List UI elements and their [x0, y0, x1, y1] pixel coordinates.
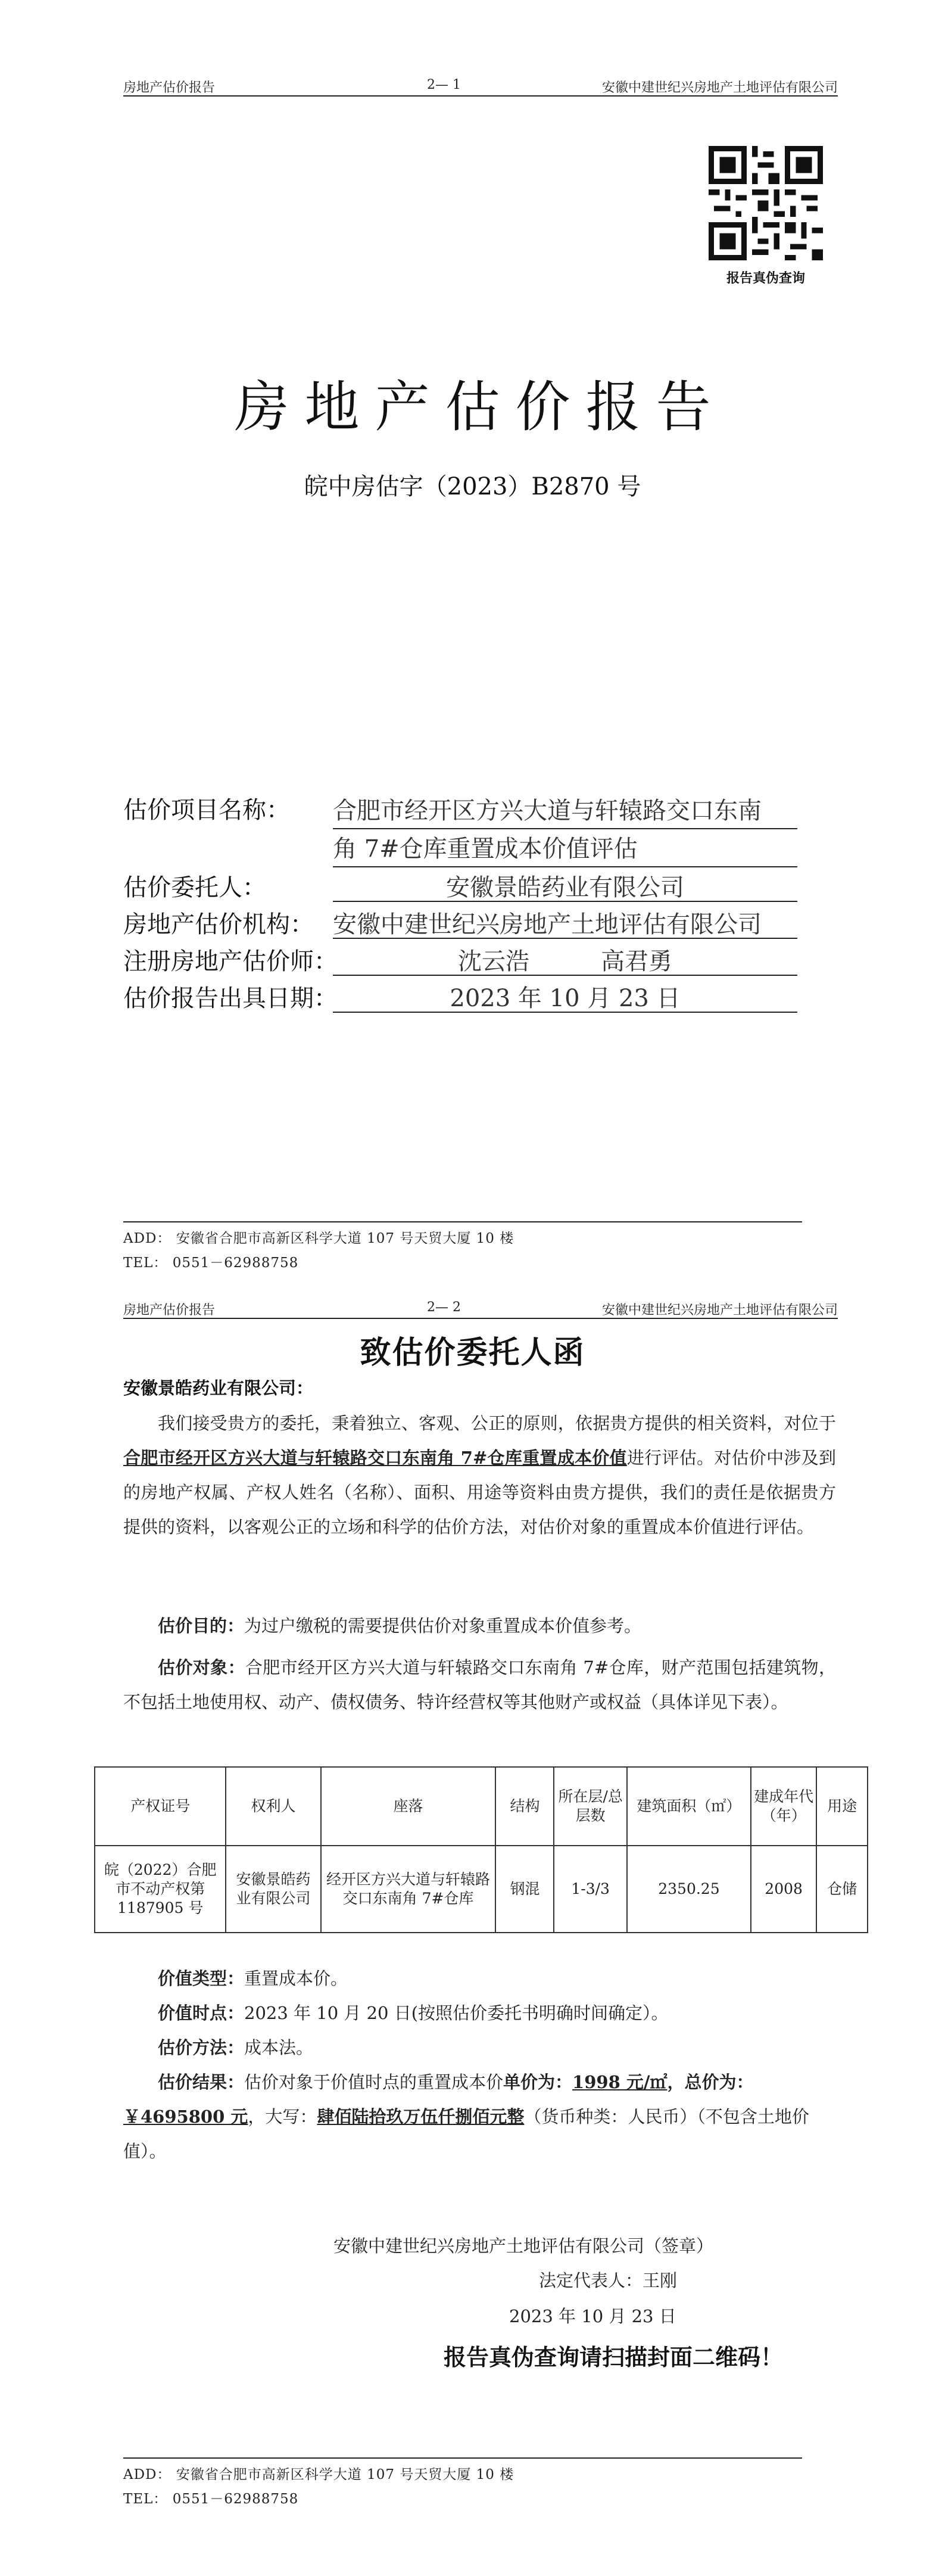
- para1-subject: 合肥市经开区方兴大道与轩辕路交口东南角 7#仓库重置成本价值: [123, 1448, 627, 1468]
- cover-page: [0, 0, 945, 1287]
- agency-label: 房地产估价机构：: [123, 911, 314, 938]
- header-company: 安徽中建世纪兴房地产土地评估有限公司: [601, 1303, 838, 1318]
- cell-use: 仓储: [816, 1846, 868, 1933]
- running-header: [123, 71, 838, 97]
- result-total-label: ，总价为：: [667, 2072, 754, 2092]
- result-note: （货币种类：人民币）（不包含土地价值）。: [123, 2107, 809, 2161]
- cell-owner: 安徽景皓药业有限公司: [226, 1846, 320, 1933]
- valuation-result: [123, 2065, 836, 2169]
- footer-phone: TEL： 0551－62988758: [123, 2491, 299, 2507]
- cell-area: 2350.25: [627, 1846, 751, 1933]
- purpose-label: 估价目的：: [158, 1616, 245, 1636]
- project-line-1: 合肥市经开区方兴大道与轩辕路交口东南: [333, 791, 797, 829]
- result-unit-label: 单价为：: [503, 2072, 573, 2092]
- cell-structure: 钢混: [495, 1846, 554, 1933]
- info-row-appraisers: [123, 942, 808, 979]
- footer-address: ADD： 安徽省合肥市高新区科学大道 107 号天贸大厦 10 楼: [123, 2467, 514, 2482]
- col-floor: 所在层/总层数: [554, 1767, 626, 1846]
- table-header-row: [95, 1767, 868, 1846]
- footer-rule: [123, 1221, 802, 1222]
- header-page-number: 2— 2: [427, 1300, 461, 1315]
- cell-location: 经开区方兴大道与轩辕路交口东南角 7#仓库: [321, 1846, 496, 1933]
- info-row-client: [123, 869, 808, 906]
- qr-caption: 报告真伪查询: [726, 271, 805, 286]
- page-footer: [123, 2457, 802, 2507]
- running-header: [123, 1294, 838, 1319]
- report-title: 房地产估价报告: [234, 375, 726, 439]
- para1-start: 我们接受贵方的委托，秉着独立、客观、公正的原则，依据贵方提供的相关资料，对位于: [158, 1413, 836, 1433]
- object-value: 合肥市经开区方兴大道与轩辕路交口东南角 7#仓库，财产范围包括建筑物，不包括土地使用权、动产、债权债务、特许经营权等其他财产或权益（具体详见下表）。: [123, 1657, 836, 1712]
- header-left: 房地产估价报告: [123, 1303, 216, 1318]
- cell-cert: 皖（2022）合肥市不动产权第 1187905 号: [95, 1846, 226, 1933]
- value-date-label: 价值时点：: [158, 2003, 245, 2023]
- result-label: 估价结果：: [158, 2072, 245, 2092]
- qr-code[interactable]: [709, 146, 823, 260]
- sign-representative: 法定代表人：王刚: [539, 2270, 678, 2291]
- method-value: 成本法。: [244, 2037, 314, 2058]
- col-area: 建筑面积（㎡）: [627, 1767, 751, 1846]
- result-caps-label: ，大写：: [248, 2107, 317, 2127]
- letter-title: 致估价委托人函: [360, 1334, 585, 1371]
- footer-rule: [123, 2457, 802, 2459]
- footer-phone: TEL： 0551－62988758: [123, 1255, 299, 1271]
- appraiser-1: 沈云浩: [458, 948, 529, 975]
- value-type-label: 价值类型：: [158, 1968, 245, 1989]
- sign-date: 2023 年 10 月 23 日: [509, 2306, 676, 2326]
- col-owner: 权利人: [226, 1767, 320, 1846]
- appraiser-2: 高君勇: [601, 948, 672, 975]
- letter-page: [0, 1287, 945, 2576]
- property-table: [94, 1766, 868, 1933]
- col-use: 用途: [816, 1767, 868, 1846]
- purpose-paragraph: [123, 1609, 836, 1643]
- project-line-2: 角 7#仓库重置成本价值评估: [333, 829, 797, 867]
- client-value: 安徽景皓药业有限公司: [333, 869, 797, 902]
- value-type: [123, 1961, 836, 1996]
- addressee: 安徽景皓药业有限公司：: [123, 1378, 314, 1398]
- value-date: [123, 1996, 836, 2030]
- purpose-value: 为过户缴税的需要提供估价对象重置成本价值参考。: [244, 1616, 642, 1636]
- report-info-block: [123, 791, 808, 1016]
- date-label: 估价报告出具日期：: [123, 985, 338, 1012]
- agency-value: 安徽中建世纪兴房地产土地评估有限公司: [333, 906, 797, 939]
- cell-floor: 1-3/3: [554, 1846, 626, 1933]
- cell-year: 2008: [751, 1846, 816, 1933]
- col-structure: 结构: [495, 1767, 554, 1846]
- method-label: 估价方法：: [158, 2037, 245, 2058]
- col-cert: 产权证号: [95, 1767, 226, 1846]
- info-row-date: [123, 979, 808, 1016]
- para1-end: 进行评估。对估价中涉及到的房地产权属、产权人姓名（名称）、面积、用途等资料由贵方提供，我们的责任是依据贵方提供的资料，以客观公正的立场和科学的估价方法，对估价对象的重置成本价值进行评估。: [123, 1448, 836, 1537]
- result-unit-price: 1998 元/㎡: [572, 2072, 668, 2092]
- project-value: [333, 791, 797, 867]
- intro-paragraph: [123, 1406, 836, 1544]
- object-label: 估价对象：: [158, 1657, 245, 1678]
- object-paragraph: [123, 1650, 836, 1719]
- header-left: 房地产估价报告: [123, 80, 216, 95]
- col-year: 建成年代（年）: [751, 1767, 816, 1846]
- table-row: [95, 1846, 868, 1933]
- verification-note: 报告真伪查询请扫描封面二维码！: [444, 2344, 784, 2370]
- appraiser-value: [333, 942, 797, 976]
- footer-address: ADD： 安徽省合肥市高新区科学大道 107 号天贸大厦 10 楼: [123, 1231, 514, 1246]
- col-location: 座落: [321, 1767, 496, 1846]
- date-value: 2023 年 10 月 23 日: [333, 979, 797, 1013]
- result-total-price: ￥4695800 元: [123, 2107, 248, 2127]
- project-label: 估价项目名称：: [123, 797, 290, 824]
- value-date-value: 2023 年 10 月 20 日(按照估价委托书明确时间确定）。: [244, 2003, 669, 2023]
- value-type-value: 重置成本价。: [244, 1968, 348, 1989]
- info-row-project: [123, 791, 808, 869]
- valuation-method: [123, 2030, 836, 2065]
- appraiser-label: 注册房地产估价师：: [123, 948, 338, 975]
- header-page-number: 2— 1: [427, 77, 461, 92]
- client-label: 估价委托人：: [123, 874, 266, 901]
- sign-company: 安徽中建世纪兴房地产土地评估有限公司（签章）: [333, 2236, 714, 2256]
- report-number: 皖中房估字（2023）B2870 号: [304, 473, 641, 500]
- page-footer: [123, 1221, 802, 1271]
- result-text: 估价对象于价值时点的重置成本价: [244, 2072, 504, 2092]
- info-row-agency: [123, 906, 808, 942]
- header-company: 安徽中建世纪兴房地产土地评估有限公司: [601, 80, 838, 95]
- result-caps: 肆佰陆拾玖万伍仟捌佰元整: [317, 2107, 525, 2127]
